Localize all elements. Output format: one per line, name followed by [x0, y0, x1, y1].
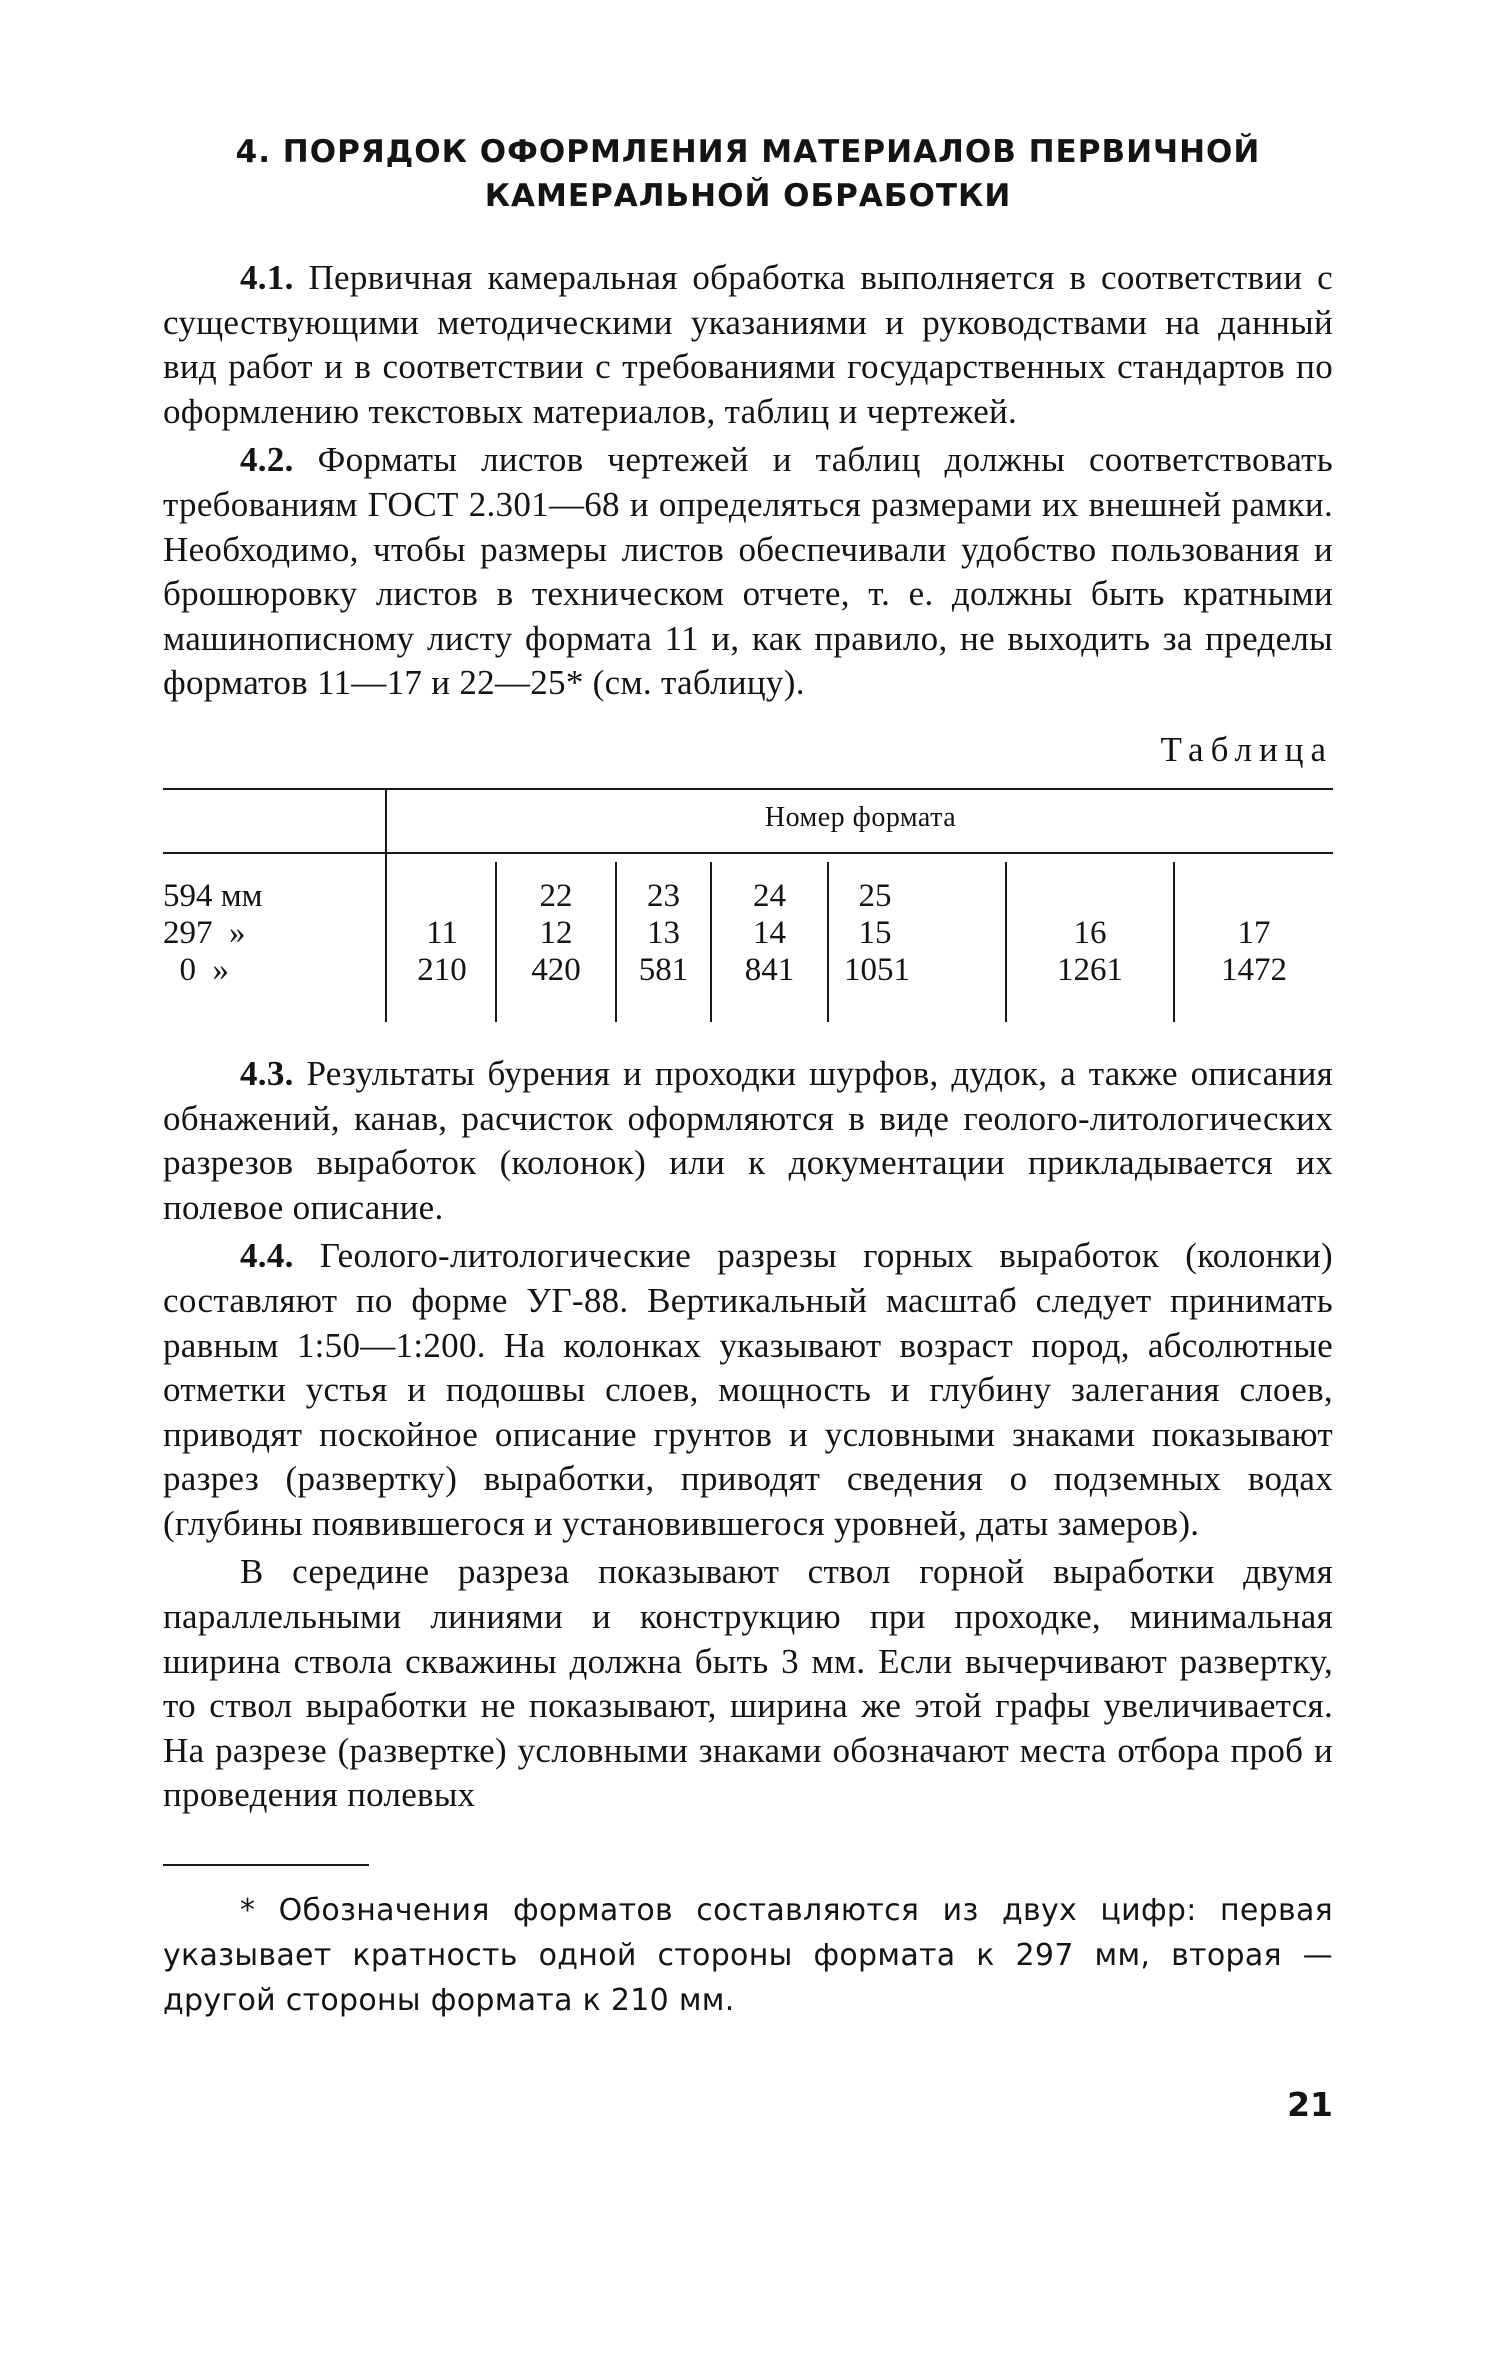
table-cell: 581 [638, 951, 689, 988]
table-caption: Таблица [1160, 729, 1333, 769]
page-number: 21 [1287, 2085, 1333, 2124]
paragraph-4-3 [163, 1052, 1333, 1230]
paragraph-text: Геолого-литологические разрезы горных выработок (колонки) составляют по форме УГ-88. Вертикальный масштаб следует принимать равным 1:50—1:200. На колонках указывают возраст пород, абсолютные отметки устья и подошвы слоев, мощность и глубину залегания слоев, приводят поскойное описание грунтов и условными знаками показывают разрез (развертку) выработки, приводят сведения о подземных водах (глубины появившегося и установившегося уровней, даты замеров). [163, 1236, 1333, 1543]
table-cell: 1261 [1057, 951, 1123, 988]
format-table [163, 788, 1333, 1022]
section-title [163, 130, 1333, 218]
table-cell: 11 [426, 914, 458, 951]
table-top-rule [163, 788, 1333, 790]
table-cell: 24 [753, 877, 786, 914]
paragraph-4-1 [163, 256, 1333, 434]
table-cell: 16 [1073, 914, 1107, 951]
footnote: * Обозначения форматов составляются из двух цифр: первая указывает кратность одной стороны формата к 297 мм, вторая — другой стороны формата к 210 мм. [163, 1893, 1333, 2019]
paragraph-number: 4.3. [240, 1053, 294, 1093]
table-cell: 420 [531, 951, 581, 988]
section-title-line-2: КАМЕРАЛЬНОЙ ОБРАБОТКИ [484, 178, 1012, 214]
table-cell: 17 [1237, 914, 1271, 951]
table-cell: 14 [753, 914, 786, 951]
table-header: Номер формата [764, 801, 957, 833]
table-row-label: 594 мм [163, 877, 263, 914]
table-cell: 841 [744, 951, 795, 988]
paragraph-number: 4.1. [240, 258, 294, 297]
table-cell: 1051 [844, 951, 910, 988]
paragraph-text: Результаты бурения и проходки шурфов, дудок, а также описания обнажений, канав, расчисток оформляются в виде геолого-литологических разрезов выработок (колонок) или к документации прикладывается их полевое описание. [163, 1053, 1333, 1227]
table-header-rule [163, 852, 1333, 854]
table-cell: 210 [417, 951, 467, 988]
table-cell [1007, 878, 1173, 914]
table-cell [1175, 878, 1333, 914]
table-row-label: 297 » [163, 914, 246, 951]
paragraph-text: Форматы листов чертежей и таблиц должны соответствовать требованиям ГОСТ 2.301—68 и определяться размерами их внешней рамки. Необходимо, чтобы размеры листов обеспечивали удобство пользования и брошюровку листов в техническом отчете, т. е. должны быть кратными машинописному листу формата 11 и, как правило, не выходить за пределы форматов 11—17 и 22—25* (см. таблицу). [163, 440, 1333, 703]
table-cell: 1472 [1221, 951, 1287, 988]
table-cell: 23 [647, 877, 680, 914]
table-row-label: 0 » [163, 951, 229, 988]
paragraph-4-4 [163, 1234, 1333, 1546]
table-cell [389, 878, 495, 914]
table-cell: 12 [539, 914, 573, 951]
section-title-line-1: 4. ПОРЯДОК ОФОРМЛЕНИЯ МАТЕРИАЛОВ ПЕРВИЧНОЙ [235, 134, 1261, 170]
footnote-rule [163, 1864, 369, 1866]
table-cell: 15 [858, 914, 892, 951]
table-cell: 13 [647, 914, 680, 951]
paragraph-4-2 [163, 438, 1333, 706]
table-cell: 25 [858, 877, 892, 914]
paragraph-number: 4.2. [240, 440, 294, 480]
paragraph-number: 4.4. [240, 1236, 294, 1276]
paragraph-continuation [163, 1550, 1333, 1818]
table-stub-divider [385, 788, 387, 1022]
document-page [163, 130, 1333, 2023]
paragraph-text: Первичная камеральная обработка выполняется в соответствии с существующими методическими указаниями и руководствами на данный вид работ и в соответствии с требованиями государственных стандартов по оформлению текстовых материалов, таблиц и чертежей. [163, 258, 1333, 431]
table-cell: 22 [539, 877, 573, 914]
paragraph-text: В середине разреза показывают ствол горной выработки двумя параллельными линиями и конструкцию при проходке, минимальная ширина ствола скважины должна быть 3 мм. Если вычерчивают развертку, то ствол выработки не показывают, ширина же этой графы увеличивается. На разрезе (развертке) условными знаками обозначают места отбора проб и проведения полевых [163, 1552, 1333, 1815]
